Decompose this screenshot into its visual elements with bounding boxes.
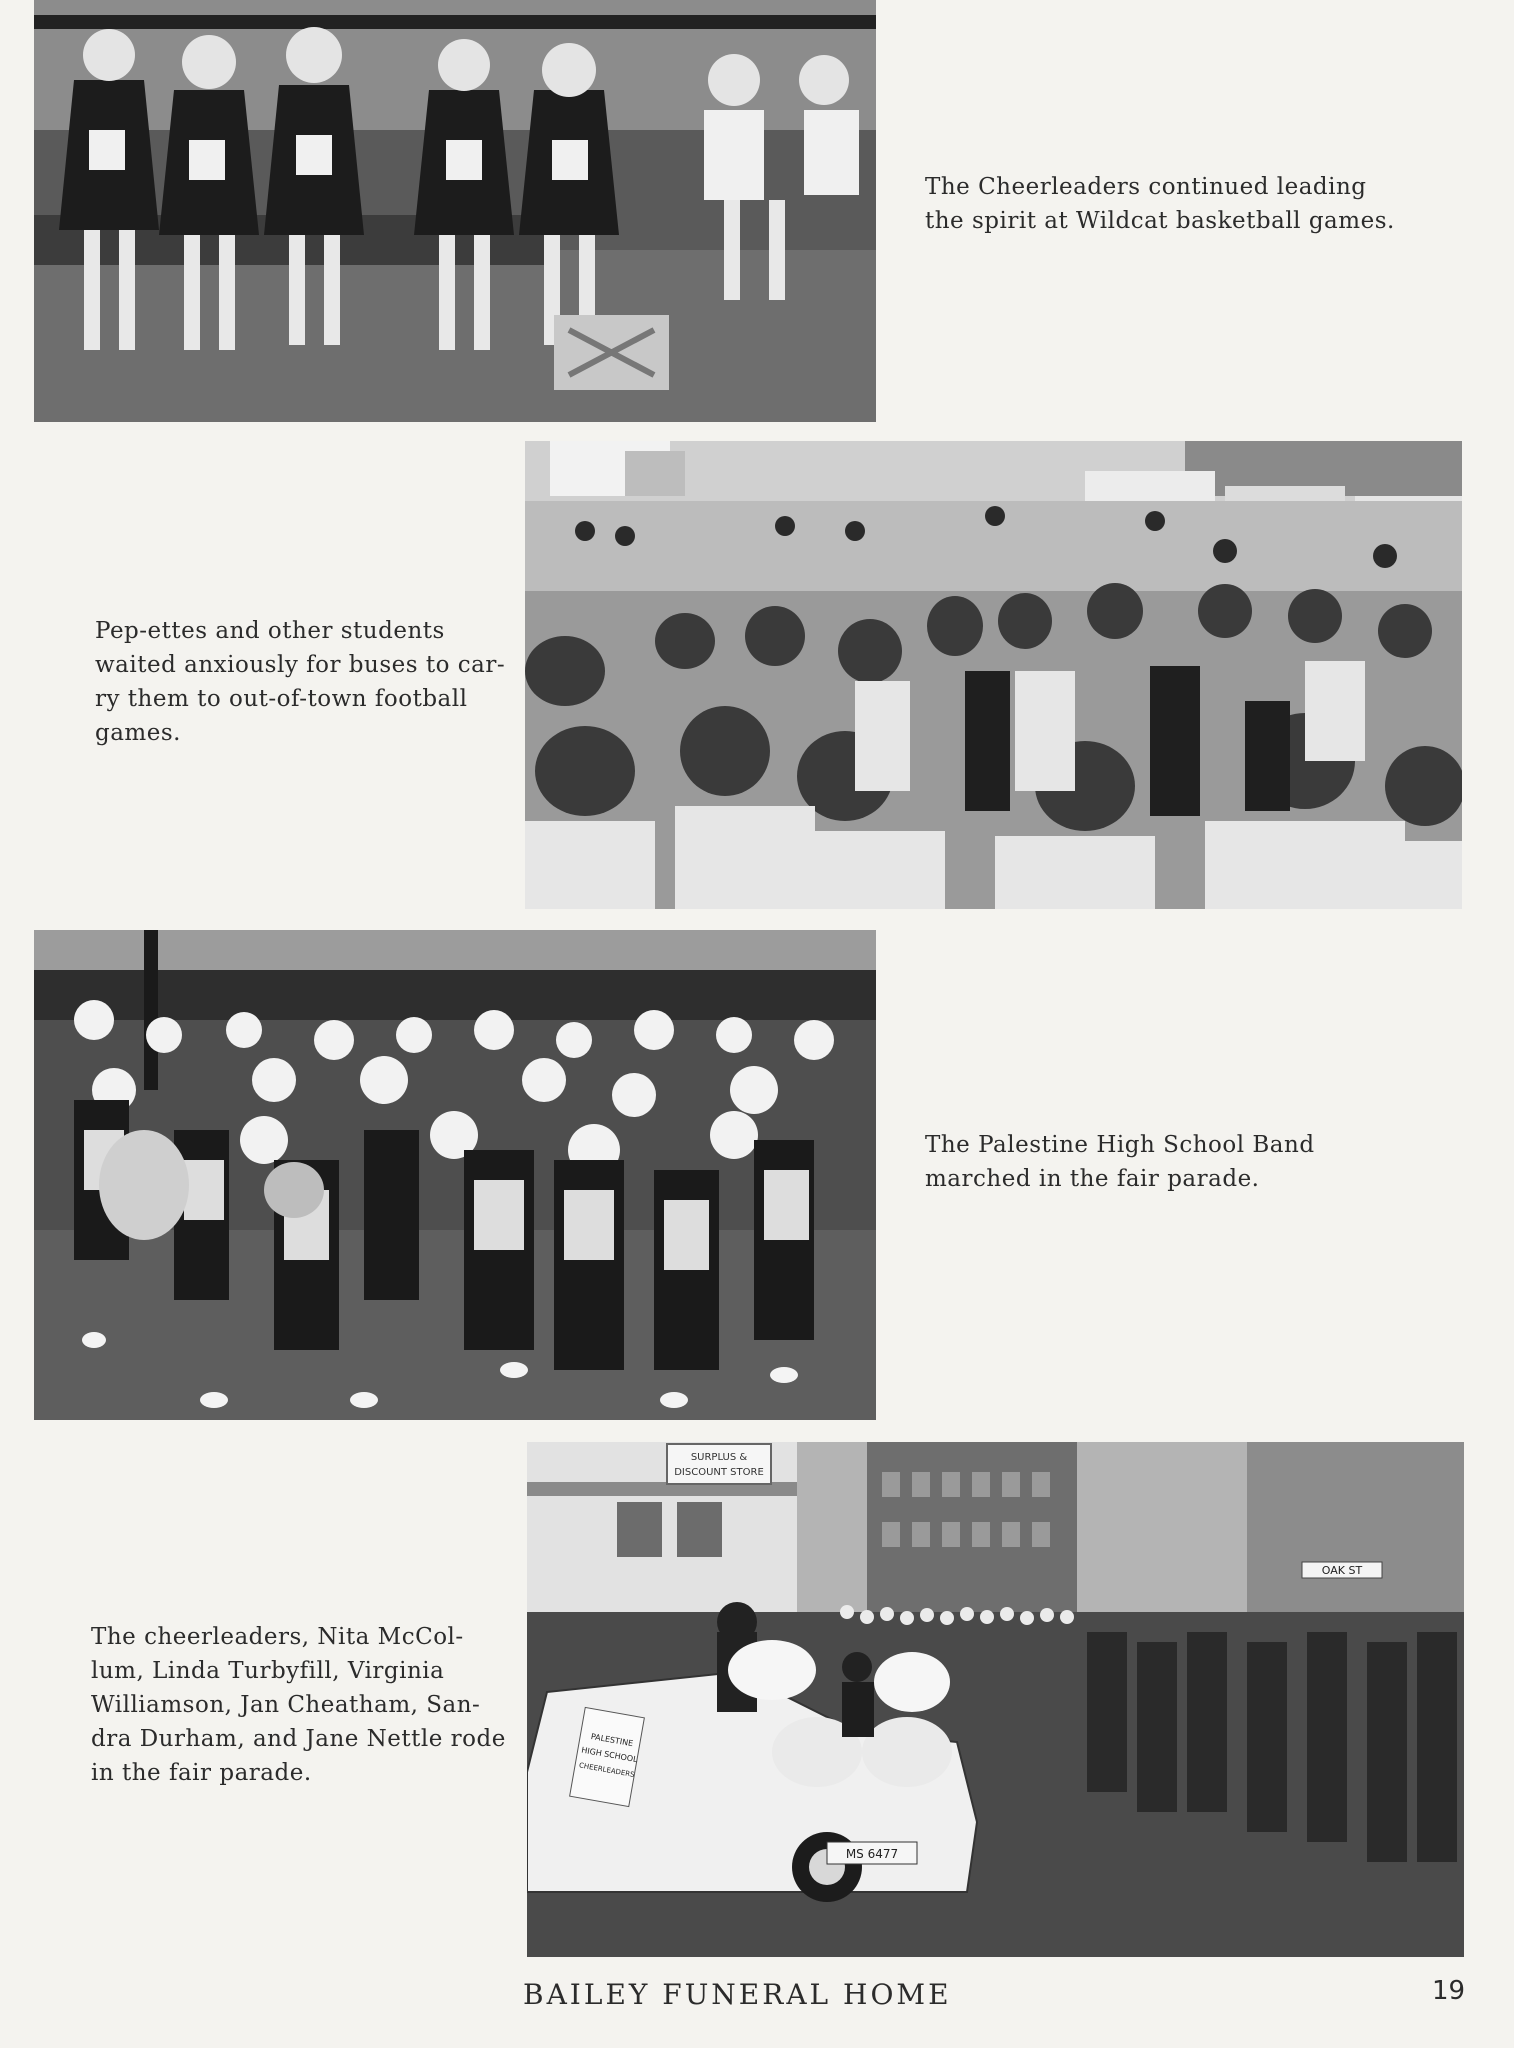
caption-line: lum, Linda Turbyfill, Virginia	[91, 1658, 445, 1684]
caption-line: Pep-ettes and other students	[95, 618, 445, 644]
car-sign-line1: PALESTINE	[590, 1731, 634, 1749]
store-sign-line2: DISCOUNT STORE	[674, 1467, 764, 1478]
caption-line: waited anxiously for buses to car-	[95, 652, 506, 678]
students-waiting-photo	[525, 441, 1462, 909]
page-number: 19	[1432, 1976, 1466, 2006]
caption-line: dra Durham, and Jane Nettle rode	[91, 1726, 506, 1752]
car-sign-line3: CHEERLEADERS	[578, 1761, 636, 1779]
band-marching-photo	[34, 930, 876, 1420]
car-sign-line2: HIGH SCHOOL	[580, 1745, 639, 1765]
caption-line: Williamson, Jan Cheatham, San-	[91, 1692, 481, 1718]
street-sign: OAK ST	[1321, 1564, 1363, 1577]
license-plate: MS 6477	[845, 1847, 899, 1861]
sponsor-footer: BAILEY FUNERAL HOME	[523, 1978, 952, 2011]
caption-line: in the fair parade.	[91, 1760, 312, 1786]
store-sign-line1: SURPLUS &	[690, 1452, 748, 1463]
cheerleaders-basketball-photo	[34, 0, 876, 422]
cheerleaders-parade-photo	[527, 1442, 1464, 1957]
caption-line: The Cheerleaders continued leading	[925, 174, 1367, 200]
caption-line: The cheerleaders, Nita McCol-	[91, 1624, 464, 1650]
caption-line: the spirit at Wildcat basketball games.	[925, 208, 1395, 234]
band-parade-caption	[925, 1128, 1315, 1196]
caption-line: The Palestine High School Band	[925, 1132, 1315, 1158]
cheerleaders-parade-caption	[91, 1620, 506, 1790]
cheerleaders-games-caption	[925, 170, 1395, 238]
caption-line: games.	[95, 720, 181, 746]
caption-line: marched in the fair parade.	[925, 1166, 1260, 1192]
pepettes-buses-caption	[95, 614, 505, 750]
caption-line: ry them to out-of-town football	[95, 686, 468, 712]
